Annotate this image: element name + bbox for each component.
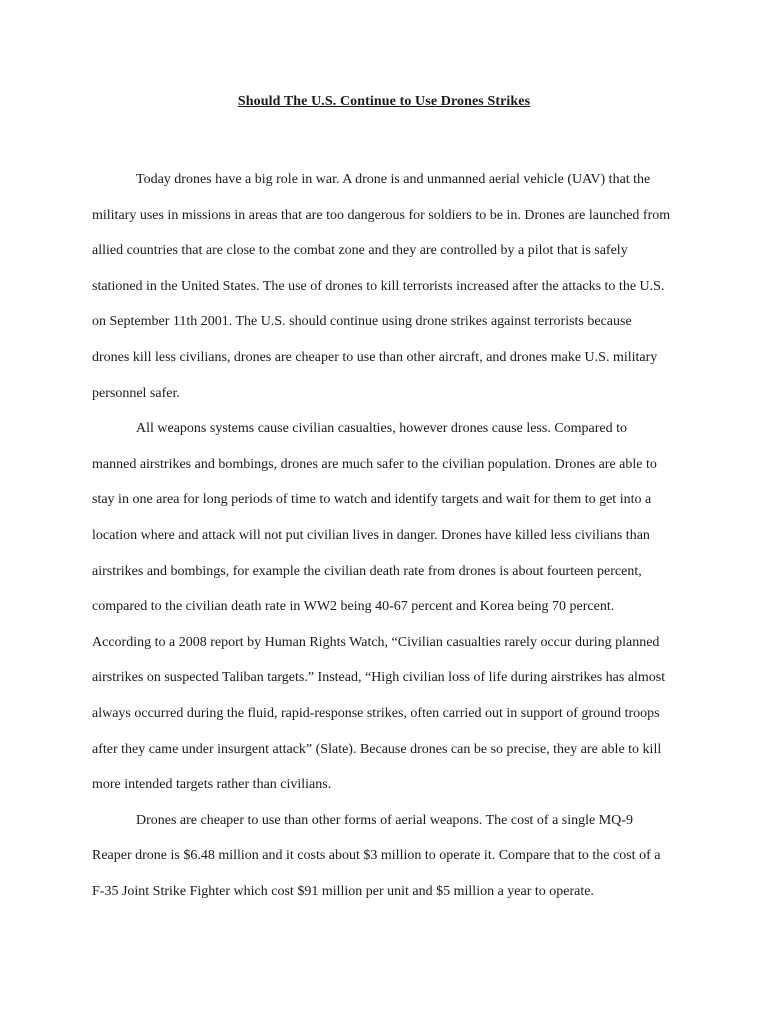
paragraph-civilian-casualties: All weapons systems cause civilian casualties, however drones cause less. Compared to manned airstrikes and bombings, drones are much safer to the civilian population. Drones are able to stay in one area for long periods of time to watch and identify targets and wait for them to get into a location where and attack will not put civilian lives in danger. Drones have killed less civilians than airstrikes and bombings, for example the civilian death rate from drones is about fourteen percent, compared to the civilian death rate in WW2 being 40-67 percent and Korea being 70 percent. According to a 2008 report by Human Rights Watch, “Civilian casualties rarely occur during planned airstrikes on suspected Taliban targets.” Instead, “High civilian loss of life during airstrikes has almost always occurred during the fluid, rapid-response strikes, often carried out in support of ground troops after they came under insurgent attack” (Slate). Because drones can be so precise, they are able to kill more intended targets rather than civilians. bbox=[92, 421, 666, 793]
document-title: Should The U.S. Continue to Use Drones Strikes bbox=[237, 94, 531, 109]
document-body bbox=[92, 162, 672, 909]
paragraph-cost: Drones are cheaper to use than other forms of aerial weapons. The cost of a single MQ-9 Reaper drone is $6.48 million and it costs about $3 million to operate it. Compare that to the cost of a F-35 Joint Strike Fighter which cost $91 million per unit and $5 million a year to operate. bbox=[92, 812, 661, 899]
paragraph-intro: Today drones have a big role in war. A drone is and unmanned aerial vehicle (UAV) that the military uses in missions in areas that are too dangerous for soldiers to be in. Drones are launched from allied countries that are close to the combat zone and they are controlled by a pilot that is safely stationed in the United States. The use of drones to kill terrorists increased after the attacks to the U.S. on September 11th 2001. The U.S. should continue using drone strikes against terrorists because drones kill less civilians, drones are cheaper to use than other aircraft, and drones make U.S. military personnel safer. bbox=[92, 172, 671, 401]
